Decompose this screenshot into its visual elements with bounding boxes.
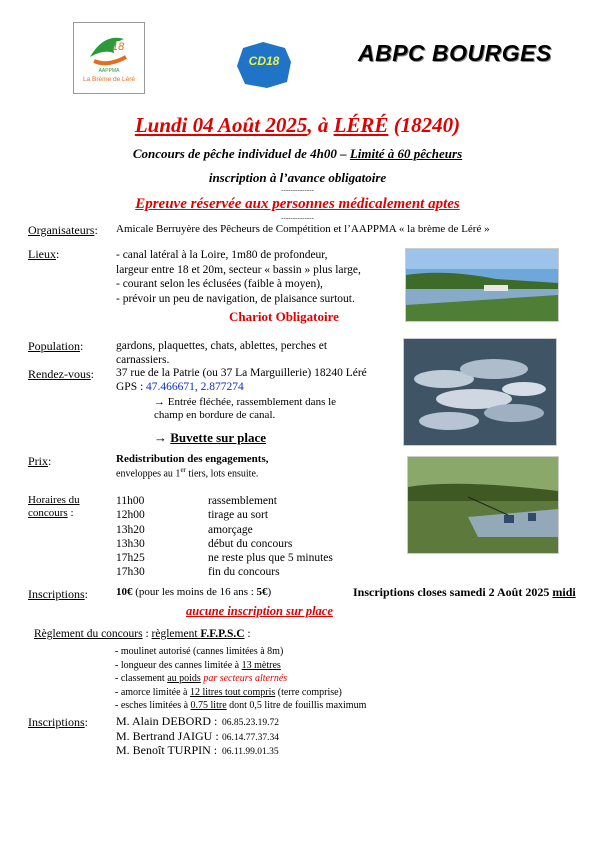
horaires-events: rassemblement tirage au sort amorçage début du concours ne reste plus que 5 minutes fin du concours — [208, 495, 333, 579]
population-value: gardons, plaquettes, chats, ablettes, perches et carnassiers. — [116, 340, 328, 366]
fish-photo — [403, 338, 557, 446]
logo-number: 18 — [112, 41, 125, 53]
fed-rules: F.F.P.S.C — [200, 628, 245, 640]
prix-redistribution: Redistribution des engagements, — [116, 453, 269, 465]
lieux-label: Lieux: — [28, 247, 60, 261]
inscriptions-price: 10€ (pour les moins de 16 ans : 5€) — [116, 586, 272, 598]
aappma-logo — [73, 22, 145, 94]
contact-phones: 06.85.23.19.72 06.14.77.37.34 06.11.99.01.35 — [222, 718, 279, 757]
prix-details: enveloppes au 1er tiers, lots ensuite. — [116, 466, 259, 480]
fish-logo-icon — [74, 27, 144, 71]
rdv-label: Rendez-vous: — [28, 367, 94, 381]
logo-name: La Brème de Léré — [82, 76, 136, 83]
medical-notice: Epreuve réservée aux personnes médicalement aptes — [135, 196, 460, 212]
event-subtitle: Concours de pêche individuel de 4h00 – Limité à 60 pêcheurs — [132, 146, 463, 161]
organisateurs-value: Amicale Berruyère des Pêcheurs de Compétition et l’AAPPMA « la brème de Léré » — [116, 223, 490, 235]
horaires-times: 11h00 12h00 13h20 13h30 17h25 17h30 — [116, 495, 145, 579]
rdv-address: 37 rue de la Patrie (ou 37 La Marguillerie) 18240 Léré — [116, 367, 367, 379]
inscriptions-label: Inscriptions: — [28, 587, 89, 601]
logo-small-text: AAPPMA — [98, 68, 120, 74]
club-name: ABPC BOURGES — [358, 40, 552, 66]
lieux-list: - canal latéral à la Loire, 1m80 de profondeur, largeur entre 18 et 20m, secteur « bassin » plus large, - courant selon les éclusées (faible à moyen), - prévoir un peu de navigation, de plaisance surtout. — [116, 249, 361, 305]
cd18-text: CD18 — [248, 54, 280, 68]
buvette-notice: → Buvette sur place — [154, 430, 267, 445]
horaires-label: Horaires du concours : — [28, 494, 80, 519]
separator: -------------- — [281, 214, 314, 222]
chariot-notice: Chariot Obligatoire — [229, 309, 339, 324]
prix-label: Prix: — [28, 454, 52, 468]
event-title: Lundi 04 Août 2025, à LÉRÉ (18240) — [134, 113, 461, 137]
inscriptions-closes: Inscriptions closes samedi 2 Août 2025 midi — [353, 585, 576, 599]
reglement-list: - moulinet autorisé (cannes limitées à 8m) - longueur des cannes limitée à 13 mètres - classement au poids par secteurs alternés - amorce limitée à 12 litres tout compris (terre comprise) - esches limitées à 0.75 litre dont 0,5 litre de fouillis maximum — [115, 646, 367, 712]
gps-coordinates[interactable]: 47.466671, 2.877274 — [146, 381, 244, 393]
event-place: LÉRÉ — [333, 113, 389, 137]
registration-note: inscription à l’avance obligatoire — [208, 170, 387, 185]
contacts-label: Inscriptions: — [28, 715, 89, 729]
separator: -------------- — [281, 186, 314, 194]
participant-limit: Limité à 60 pêcheurs — [349, 146, 463, 161]
cd18-logo — [233, 40, 295, 90]
contact-names: M. Alain DEBORD : M. Bertrand JAIGU : M. Benoît TURPIN : — [116, 714, 219, 757]
anglers-photo — [407, 456, 559, 554]
event-date: Lundi 04 Août 2025 — [134, 113, 308, 137]
population-label: Population: — [28, 339, 84, 353]
canal-photo — [405, 248, 559, 322]
rdv-directions: → Entrée fléchée, rassemblement dans le champ en bordure de canal. — [154, 396, 337, 421]
no-onsite-registration: aucune inscription sur place — [186, 604, 333, 618]
reglement-header: Règlement du concours : règlement F.F.P.S.C : — [34, 628, 251, 640]
organisateurs-label: Organisateurs: — [28, 223, 98, 237]
rdv-gps: GPS : 47.466671, 2.877274 — [116, 381, 244, 393]
